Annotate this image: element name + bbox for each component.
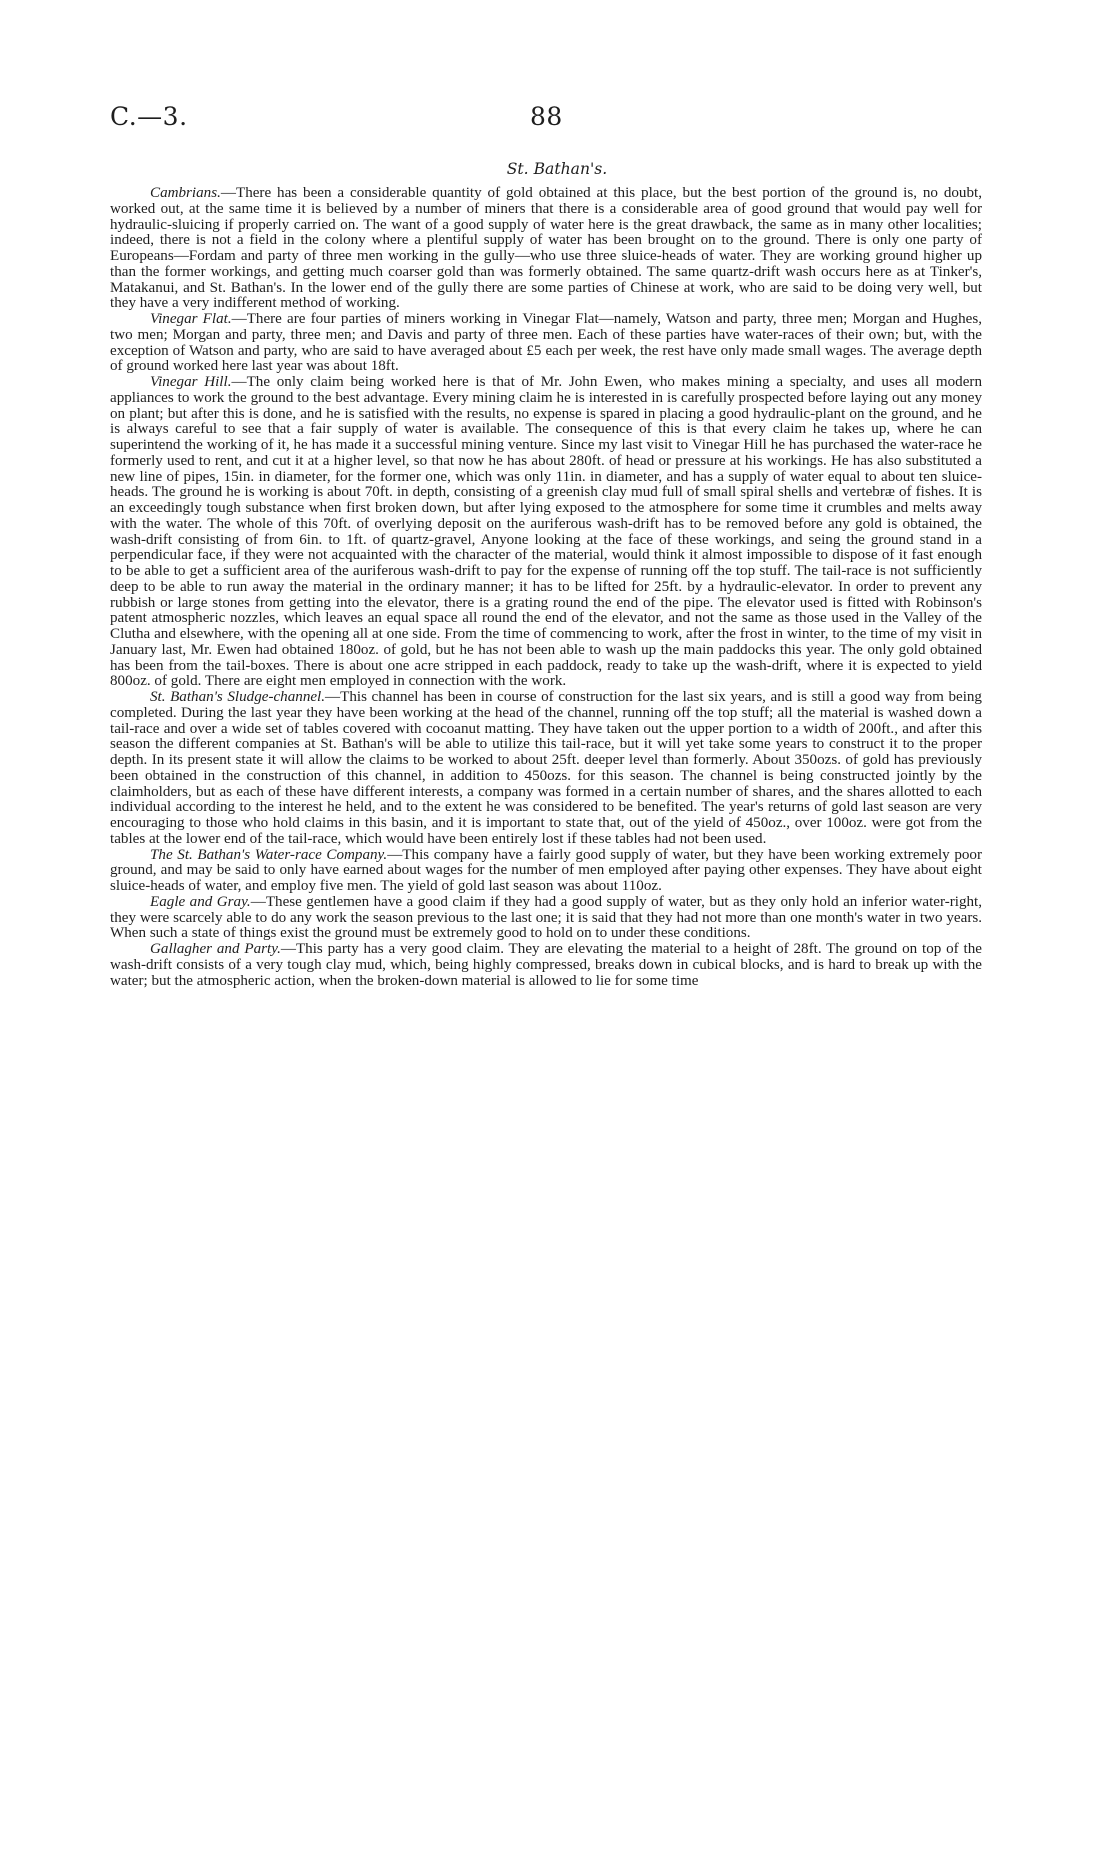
paragraph-text: —There has been a considerable quantity of gold obtained at this place, but the best portion of the ground is, no doubt, worked out, at the same time it is believed by a number of miners that there is a considerable area of good ground that would pay well for hydraulic-sluicing if properly carried on. The want of a good supply of water here is the great drawback, the same as in many other localities; indeed, there is not a field in the colony where a plentiful supply of water has been brought on to the ground. There is only one party of Europeans—Fordam and party of three men working in the gully—who use three sluice-heads of water. They are working ground higher up than the former workings, and getting much coarser gold than was formerly obtained. The same quartz-drift wash occurs here as at Tinker's, Matakanui, and St. Bathan's. In the lower end of the gully there are some parties of Chinese at work, who are said to be doing very well, but they have a very indifferent method of working. [110, 185, 982, 312]
paragraph-water-race-company [110, 848, 982, 895]
paragraph-eagle-and-gray [110, 895, 982, 942]
paragraph-text: —This channel has been in course of construction for the last six years, and is still a good way from being completed. During the last year they have been working at the head of the channel, running off the top stuff; all the material is washed down a tail-race and over a wide set of tables covered with cocoanut matting. They have taken out the upper portion to a width of 200ft., and after this season the different companies at St. Bathan's will be able to utilize this tail-race, but it will yet take some years to construct it to the proper depth. In its present state it will allow the claims to be worked to about 25ft. deeper level than formerly. About 350ozs. of gold has previously been obtained in the construction of this channel, in addition to 450ozs. for this season. The channel is being constructed jointly by the claimholders, but as each of these have different interests, a company was formed in a certain number of shares, and the shares allotted to each individual according to the interest he held, and to the extent he was considered to be benefited. The year's returns of gold last season are very encouraging to those who hold claims in this basin, and it is important to state that, out of the yield of 450oz., over 100oz. were got from the tables at the lower end of the tail-race, which would have been entirely lost if these tables had not been used. [110, 689, 982, 847]
page-number: 88 [530, 102, 563, 131]
paragraph-lead: The St. Bathan's Water-race Company. [150, 846, 388, 863]
paragraph-gallagher-and-party [110, 942, 982, 989]
paragraph-lead: Eagle and Gray. [150, 893, 251, 910]
paragraph-lead: Cambrians. [150, 185, 221, 201]
section-title: St. Bathan's. [506, 160, 608, 178]
paragraph-sludge-channel [110, 690, 982, 848]
paragraph-text: —This party has a very good claim. They are elevating the material to a height of 28ft. The ground on top of the wash-drift consists of a very tough clay mud, which, being highly compressed, breaks down in cubical blocks, and is hard to break up with the water; but the atmospheric action, when the broken-down material is allowed to lie for some time [110, 941, 982, 989]
paragraph-text: —There are four parties of miners working in Vinegar Flat—namely, Watson and party, three men; Morgan and Hughes, two men; Morgan and party, three men; and Davis and party of three men. Each of these parties have water-races of their own; but, with the exception of Watson and party, who are said to have averaged about £5 each per week, the rest have only made small wages. The average depth of ground worked here last year was about 18ft. [110, 311, 982, 375]
paragraph-lead: Vinegar Flat. [150, 311, 232, 327]
body-text [110, 186, 982, 989]
paragraph-text: —These gentlemen have a good claim if they had a good supply of water, but as they only hold an inferior water-right, they were scarcely able to do any work the season previous to the last one; it is said that they had not more than one month's water in two years. When such a state of things exist the ground must be extremely good to hold on to under these conditions. [110, 893, 983, 942]
paragraph-cambrians [110, 186, 982, 312]
paragraph-text: —The only claim being worked here is that of Mr. John Ewen, who makes mining a specialty, and uses all modern appliances to work the ground to the best advantage. Every mining claim he is interested in is carefully prospected before laying out any money on plant; but after this is done, and he is satisfied with the results, no expense is spared in placing a good hydraulic-plant on the ground, and he is always careful to see that a fair supply of water is available. The consequence of this is that every claim he takes up, where he can superintend the working of it, he has made it a successful mining venture. Since my last visit to Vinegar Hill he has purchased the water-race he formerly used to rent, and cut it at a higher level, so that now he has about 280ft. of head or pressure at his workings. He has also substituted a new line of pipes, 15in. in diameter, for the former one, which was only 11in. in diameter, and has a supply of water equal to about ten sluice-heads. The ground he is working is about 70ft. in depth, consisting of a greenish clay mud full of small spiral shells and vertebræ of fishes. It is an exceedingly tough substance when first broken down, but after lying exposed to the atmosphere for some time it crumbles and melts away with the water. The whole of this 70ft. of overlying deposit on the auriferous wash-drift has to be removed before any gold is obtained, the wash-drift consisting of from 6in. to 1ft. of quartz-gravel, Anyone looking at the face of these workings, and seing the ground stand in a perpendicular face, if they were not acquainted with the character of the material, would think it almost impossible to dispose of it fast enough to be able to get a sufficient area of the auriferous wash-drift to pay for the expense of running off the top stuff. The tail-race is not sufficiently deep to be able to run away the material in the ordinary manner; it has to be lifted for 25ft. by a hydraulic-elevator. In order to prevent any rubbish or large stones from getting into the elevator, there is a grating round the end of the pipe. The elevator used is fitted with Robinson's patent atmospheric nozzles, which leaves an equal space all round the end of the elevator, and not the same as those used in the Valley of the Clutha and elsewhere, with the opening all at one side. From the time of commencing to work, after the frost in winter, to the time of my visit in January last, Mr. Ewen had obtained 180oz. of gold, but he has not been able to wash up the main paddocks this year. The only gold obtained has been from the tail-boxes. There is about one acre stripped in each paddock, ready to take up the wash-drift, where it is expected to yield 800oz. of gold. There are eight men employed in connection with the work. [110, 374, 982, 690]
document-reference: C.—3. [110, 102, 188, 131]
paragraph-vinegar-flat [110, 312, 982, 375]
paragraph-lead: Vinegar Hill. [150, 374, 232, 390]
paragraph-lead: St. Bathan's Sludge-channel. [150, 689, 326, 705]
paragraph-text: —This company have a fairly good supply of water, but they have been working extremely poor ground, and may be said to only have earned about wages for the number of men employed after paying other expenses. They have about eight sluice-heads of water, and employ five men. The yield of gold last season was about 110oz. [110, 846, 982, 894]
paragraph-lead: Gallagher and Party. [150, 941, 281, 957]
paragraph-vinegar-hill [110, 375, 982, 690]
